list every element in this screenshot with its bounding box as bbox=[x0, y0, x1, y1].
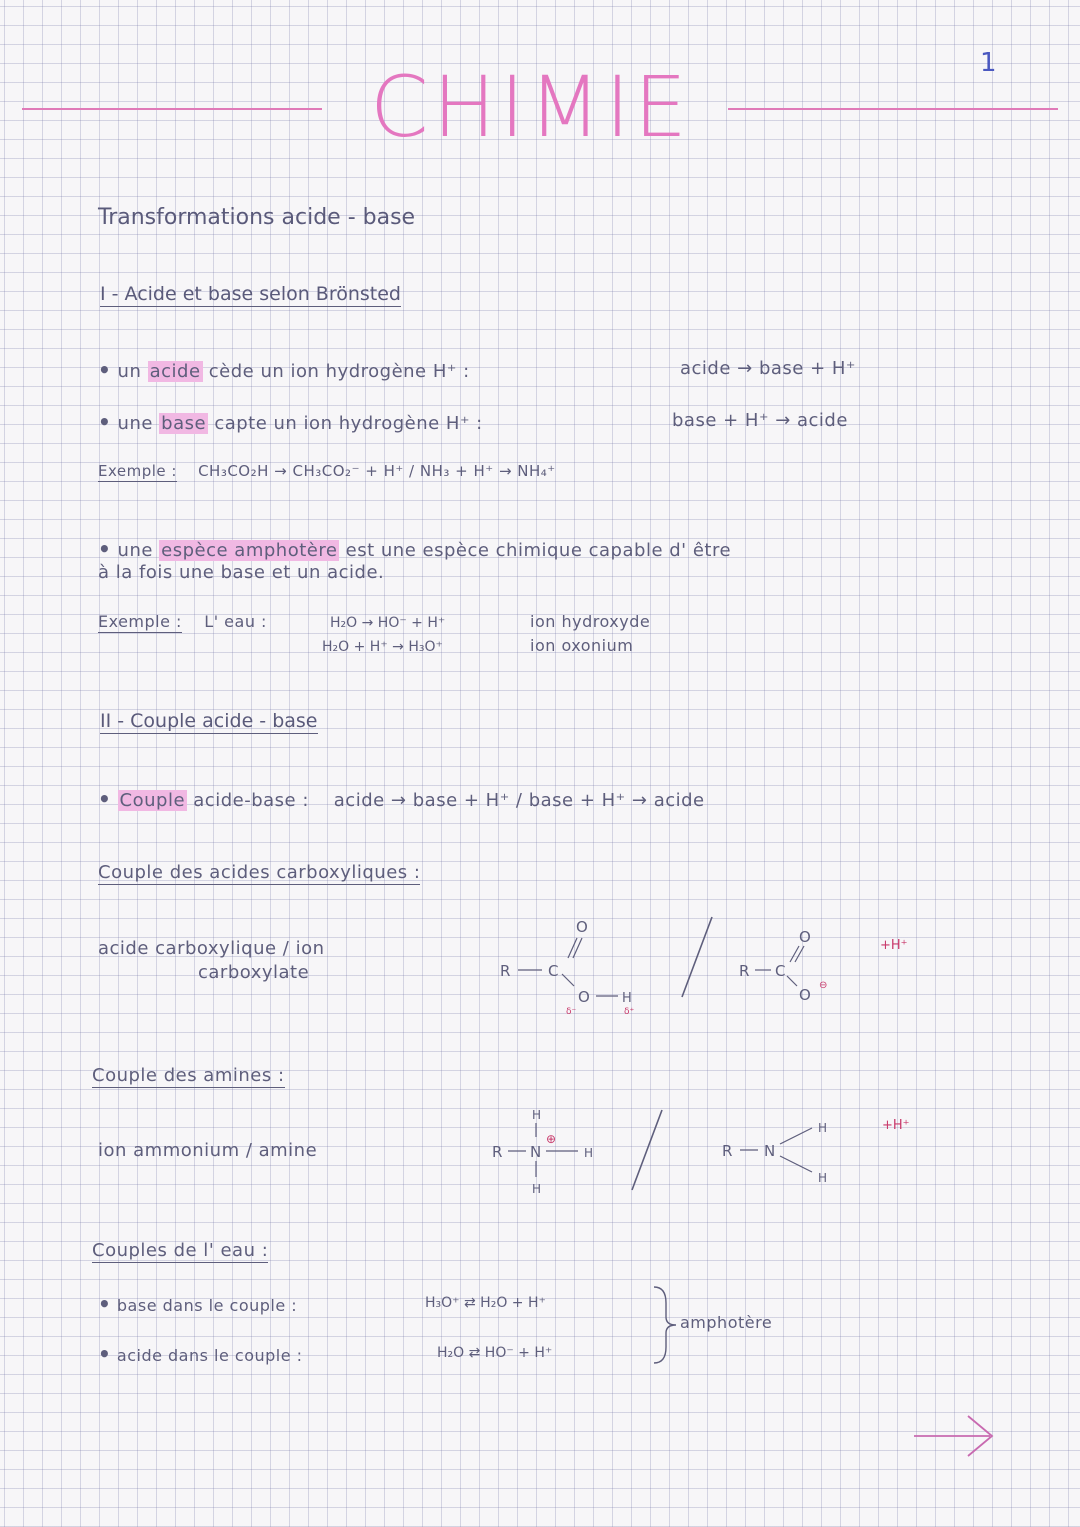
base-equation: base + H⁺ → acide bbox=[672, 410, 848, 431]
atom-r: R bbox=[492, 1143, 503, 1161]
acid-equation: acide → base + H⁺ bbox=[680, 358, 856, 379]
double-bond bbox=[573, 938, 582, 958]
example2-line bbox=[98, 612, 267, 631]
atom-h-top: H bbox=[818, 1121, 828, 1135]
example-label: Exemple : bbox=[98, 462, 177, 480]
atom-n: N bbox=[764, 1142, 776, 1160]
amphotere-post: est une espèce chimique capable d' être bbox=[345, 540, 732, 561]
couple-rest: acide-base : bbox=[193, 790, 309, 811]
chapter-heading bbox=[98, 205, 415, 230]
water-base-label: base dans le couple : bbox=[116, 1296, 298, 1315]
example-equation: CH₃CO₂H → CH₃CO₂⁻ + H⁺ / NH₃ + H⁺ → NH₄⁺ bbox=[198, 462, 556, 480]
atom-h-bottom: H bbox=[818, 1171, 828, 1185]
water-name-1: ion hydroxyde bbox=[530, 612, 651, 631]
atom-o-double: O bbox=[576, 918, 588, 936]
base-term: base bbox=[161, 413, 207, 434]
page-title: CHIMIE bbox=[370, 58, 691, 156]
amines-title: Couple des amines : bbox=[92, 1065, 285, 1086]
water-couples-title: Couples de l' eau : bbox=[92, 1240, 269, 1261]
atom-c: C bbox=[775, 962, 786, 980]
water-base-equation: H₃O⁺ ⇄ H₂O + H⁺ bbox=[425, 1295, 546, 1311]
bullet: • bbox=[98, 537, 112, 561]
charge-minus: ⊖ bbox=[819, 980, 828, 991]
example-line bbox=[98, 462, 556, 480]
bullet: • bbox=[98, 358, 112, 382]
bullet: • bbox=[98, 1292, 112, 1316]
chapter-heading-text: Transformations acide - base bbox=[98, 205, 416, 230]
title-rule-right bbox=[728, 108, 1058, 110]
example2-label: Exemple : bbox=[98, 612, 182, 631]
amphotere-term: espèce amphotère bbox=[161, 540, 338, 561]
page-number: 1 bbox=[980, 48, 997, 78]
bond bbox=[780, 1156, 812, 1172]
couple-term: Couple bbox=[119, 790, 186, 811]
amine-structure bbox=[718, 1110, 848, 1200]
atom-r: R bbox=[500, 962, 511, 980]
title-rule-left bbox=[22, 108, 322, 110]
atom-o-minus: O bbox=[799, 986, 811, 1004]
carbox-plus-h: +H⁺ bbox=[880, 938, 908, 953]
bond-c-o bbox=[787, 976, 797, 986]
couple-definition bbox=[98, 787, 705, 811]
base-definition bbox=[98, 410, 483, 434]
slash-divider bbox=[622, 1105, 672, 1195]
amines-plus-h: +H⁺ bbox=[882, 1118, 910, 1133]
water-acid-equation: H₂O ⇄ HO⁻ + H⁺ bbox=[437, 1345, 553, 1361]
atom-o-double: O bbox=[799, 928, 811, 946]
charge-plus: ⊕ bbox=[546, 1132, 557, 1146]
amphotere-note: amphotère bbox=[680, 1313, 773, 1332]
acid-def-lead: un bbox=[117, 361, 142, 382]
atom-n: N bbox=[530, 1143, 542, 1161]
slash-divider bbox=[672, 912, 722, 1002]
amines-label: ion ammonium / amine bbox=[98, 1140, 318, 1161]
curly-brace bbox=[650, 1285, 680, 1365]
atom-h-top: H bbox=[532, 1108, 542, 1122]
amphotere-line-2: à la fois une base et un acide. bbox=[98, 562, 385, 583]
water-acid-line bbox=[98, 1342, 303, 1366]
atom-c: C bbox=[548, 962, 559, 980]
next-page-arrow-icon bbox=[910, 1410, 1000, 1460]
water-name-2: ion oxonium bbox=[530, 636, 634, 655]
bond bbox=[780, 1128, 812, 1144]
bond-c-o bbox=[562, 974, 574, 986]
carboxylic-acid-structure bbox=[490, 910, 690, 1020]
atom-r: R bbox=[722, 1142, 733, 1160]
amphotere-line-1 bbox=[98, 537, 731, 561]
couple-equation: acide → base + H⁺ / base + H⁺ → acide bbox=[333, 790, 705, 811]
acid-term: acide bbox=[149, 361, 201, 382]
water-base-line bbox=[98, 1292, 297, 1316]
carbox-label-1: acide carboxylique / ion bbox=[98, 938, 325, 959]
water-equation-1: H₂O → HO⁻ + H⁺ bbox=[330, 615, 446, 631]
bullet: • bbox=[98, 787, 112, 811]
atom-o-hydroxyl: O bbox=[578, 988, 590, 1006]
acid-def-rest: cède un ion hydrogène H⁺ : bbox=[208, 361, 470, 382]
carboxylate-structure bbox=[735, 920, 855, 1010]
carbox-label-2: carboxylate bbox=[198, 962, 310, 983]
double-bond bbox=[795, 946, 804, 962]
bullet: • bbox=[98, 1342, 112, 1366]
water-acid-label: acide dans le couple : bbox=[116, 1346, 303, 1365]
base-def-lead: une bbox=[117, 413, 153, 434]
double-bond bbox=[790, 946, 799, 962]
ammonium-structure bbox=[488, 1105, 618, 1200]
section-1-title: I - Acide et base selon Brönsted bbox=[100, 283, 401, 305]
example2-subject: L' eau : bbox=[204, 612, 267, 631]
atom-h-right: H bbox=[584, 1146, 594, 1160]
delta-plus: δ⁺ bbox=[624, 1007, 635, 1017]
water-equation-2: H₂O + H⁺ → H₃O⁺ bbox=[322, 639, 443, 655]
amphotere-pre: une bbox=[117, 540, 153, 561]
acid-definition bbox=[98, 358, 470, 382]
atom-r: R bbox=[739, 962, 750, 980]
delta-minus: δ⁻ bbox=[566, 1007, 577, 1017]
atom-h-bottom: H bbox=[532, 1182, 542, 1196]
carbox-title: Couple des acides carboxyliques : bbox=[98, 862, 421, 883]
base-def-rest: capte un ion hydrogène H⁺ : bbox=[214, 413, 483, 434]
section-2-title: II - Couple acide - base bbox=[100, 710, 318, 732]
double-bond bbox=[568, 938, 577, 958]
atom-h: H bbox=[622, 991, 632, 1006]
bullet: • bbox=[98, 410, 112, 434]
